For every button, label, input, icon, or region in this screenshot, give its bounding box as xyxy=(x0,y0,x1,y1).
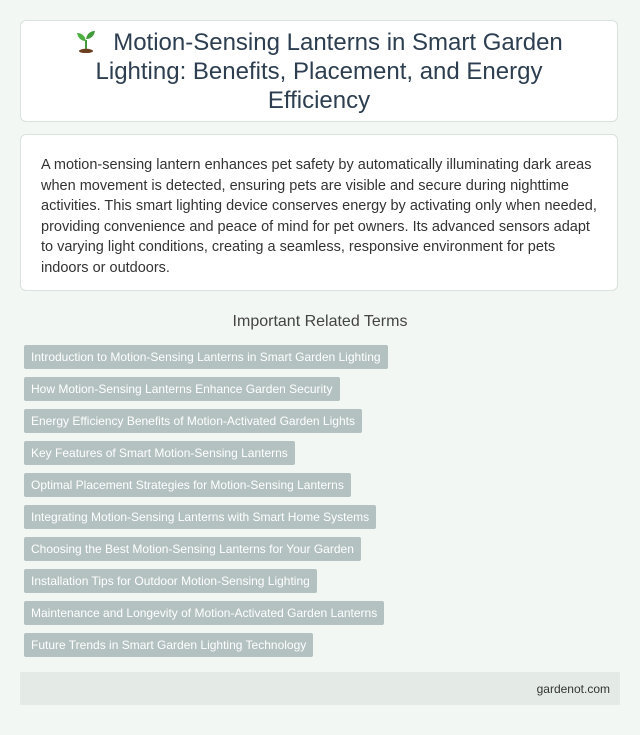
term-tag[interactable]: How Motion-Sensing Lanterns Enhance Garden Security xyxy=(24,377,340,401)
term-tag[interactable]: Optimal Placement Strategies for Motion-Sensing Lanterns xyxy=(24,473,351,497)
page-title-text: Motion-Sensing Lanterns in Smart Garden Lighting: Benefits, Placement, and Energy Efficiency xyxy=(95,28,563,114)
term-tag[interactable]: Integrating Motion-Sensing Lanterns with Smart Home Systems xyxy=(24,505,376,529)
description-card xyxy=(20,134,618,291)
term-tag[interactable]: Energy Efficiency Benefits of Motion-Activated Garden Lights xyxy=(24,409,362,433)
term-tag[interactable]: Introduction to Motion-Sensing Lanterns in Smart Garden Lighting xyxy=(24,345,388,369)
page-title xyxy=(45,28,593,115)
term-tag[interactable]: Key Features of Smart Motion-Sensing Lanterns xyxy=(24,441,295,465)
term-tag[interactable]: Future Trends in Smart Garden Lighting Technology xyxy=(24,633,313,657)
term-tag[interactable]: Choosing the Best Motion-Sensing Lanterns for Your Garden xyxy=(24,537,361,561)
term-tag[interactable]: Installation Tips for Outdoor Motion-Sensing Lighting xyxy=(24,569,317,593)
term-tag[interactable]: Maintenance and Longevity of Motion-Activated Garden Lanterns xyxy=(24,601,384,625)
footer-site[interactable]: gardenot.com xyxy=(536,681,610,696)
related-terms-list xyxy=(24,345,624,665)
title-card xyxy=(20,20,618,122)
description-text: A motion-sensing lantern enhances pet safety by automatically illuminating dark areas when movement is detected, ensuring pets are visible and secure during nighttime activities. This smart lighting device conserves energy by activating only when needed, providing convenience and peace of mind for pet owners. Its advanced sensors adapt to varying light conditions, creating a seamless, responsive environment for pets indoors or outdoors. xyxy=(41,157,597,276)
sprout-icon xyxy=(75,29,97,53)
footer xyxy=(20,672,620,705)
terms-heading: Important Related Terms xyxy=(232,313,408,330)
